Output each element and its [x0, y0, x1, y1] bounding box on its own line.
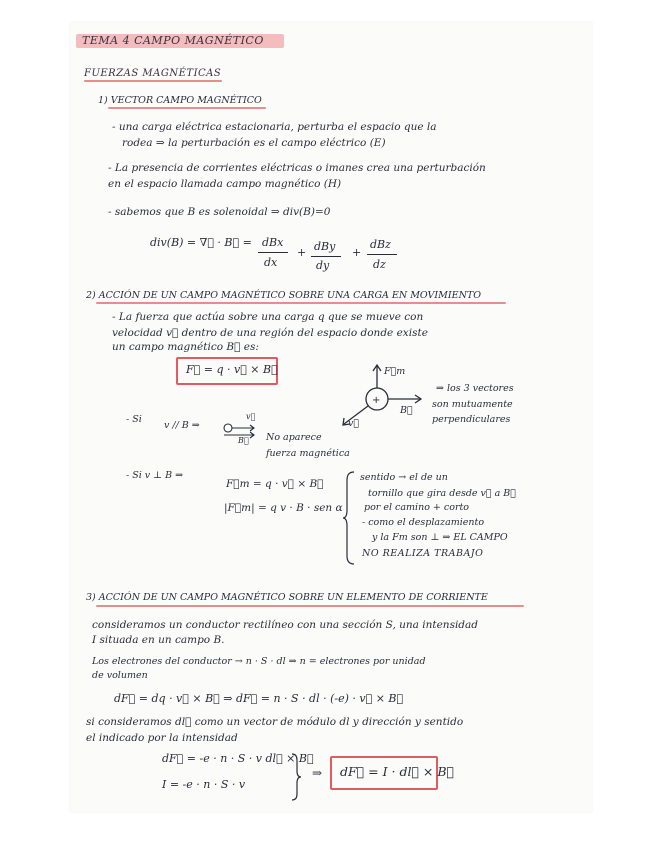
- case1-si: - Si: [126, 414, 142, 425]
- s3-line1: consideramos un conductor rectilíneo con una sección S, una intensidad: [92, 619, 479, 631]
- curly-brace: [342, 470, 356, 566]
- result-formula: dF⃗ = I · dl⃗ × B⃗: [340, 764, 455, 779]
- case1-result1: No aparece: [266, 432, 322, 443]
- s1-p1-line1: - una carga eléctrica estacionaria, perturba el espacio que la: [112, 121, 437, 133]
- s2-line3: un campo magnético B⃗ es:: [112, 341, 259, 353]
- s3-line5: si consideramos dl⃗ como un vector de módulo dl y dirección y sentido: [86, 716, 464, 728]
- frac3-den: dz: [373, 258, 386, 271]
- s3-line6: el indicado por la intensidad: [86, 732, 238, 744]
- frac3-num: dBz: [370, 238, 391, 251]
- case2-si: - Si v ⊥ B ⇒: [126, 470, 184, 481]
- case1-b: B⃗: [238, 436, 249, 445]
- note-line1: ⇒ los 3 vectores: [436, 383, 514, 394]
- s2-line1: - La fuerza que actúa sobre una carga q que se mueve con: [112, 311, 424, 323]
- s3-line3: Los electrones del conductor → n · S · dl ⇒ n = electrones por unidad: [92, 656, 426, 667]
- s1-p2-line1: - La presencia de corrientes eléctricas o imanes crea una perturbación: [108, 162, 486, 174]
- brace-line5: y la Fm son ⊥ ⇒ EL CAMPO: [372, 532, 508, 543]
- frac1-den: dx: [264, 256, 278, 269]
- div-lhs: div(B) = ∇⃗ · B⃗ =: [150, 236, 252, 249]
- brace-line3: por el camino + corto: [364, 502, 470, 513]
- label-b: B⃗: [400, 405, 413, 416]
- frac1-num: dBx: [262, 236, 284, 249]
- plus-1: +: [297, 246, 307, 259]
- page-title: TEMA 4 CAMPO MAGNÉTICO: [82, 34, 264, 47]
- note-line3: perpendiculares: [432, 414, 511, 425]
- closing-brace: [290, 752, 302, 802]
- brace-line2: tornillo que gira desde v⃗ a B⃗: [368, 488, 516, 499]
- lorentz-formula: F⃗ = q · v⃗ × B⃗: [186, 363, 278, 376]
- s3-equation1: dF⃗ = dq · v⃗ × B⃗ ⇒ dF⃗ = n · S · dl · (-e) · v⃗ × B⃗: [114, 692, 404, 705]
- frac1-bar: [258, 252, 288, 253]
- frac3-bar: [367, 254, 397, 255]
- result-arrow: ⇒: [312, 766, 323, 780]
- frac2-bar: [311, 256, 341, 257]
- s2-line2: velocidad v⃗ dentro de una región del espacio donde existe: [112, 327, 428, 339]
- s1-p3: - sabemos que B es solenoidal ⇒ div(B)=0: [108, 206, 331, 218]
- plus-2: +: [352, 246, 362, 259]
- s3-equation3: I = -e · n · S · v: [162, 778, 246, 791]
- case1-condition: v // B ⇒: [164, 420, 200, 431]
- s1-underline: [108, 107, 266, 109]
- brace-line4: - como el desplazamiento: [362, 517, 485, 528]
- frac2-num: dBy: [314, 240, 336, 253]
- s1-heading: 1) VECTOR CAMPO MAGNÉTICO: [98, 95, 262, 106]
- fm-equation: F⃗m = q · v⃗ × B⃗: [226, 478, 324, 490]
- s3-heading: 3) ACCIÓN DE UN CAMPO MAGNÉTICO SOBRE UN ELEMENTO DE CORRIENTE: [86, 592, 488, 603]
- section-underline: [84, 80, 222, 82]
- vector-diagram: [330, 362, 430, 436]
- s3-line2: I situada en un campo B.: [92, 634, 225, 646]
- label-v: v⃗: [348, 418, 360, 429]
- s1-p1-line2: rodea ⇒ la perturbación es el campo eléctrico (E): [122, 137, 386, 149]
- s1-p2-line2: en el espacio llamada campo magnético (H): [108, 178, 342, 190]
- brace-line1: sentido → el de un: [360, 472, 448, 483]
- brace-line6: NO REALIZA TRABAJO: [362, 548, 484, 559]
- note-line2: son mutuamente: [432, 399, 513, 410]
- s2-underline: [96, 302, 506, 304]
- svg-text:+: +: [372, 395, 381, 406]
- fm-modulus: |F⃗m| = q v · B · sen α: [224, 502, 343, 514]
- label-fm: F⃗m: [384, 366, 406, 377]
- s3-underline: [96, 605, 524, 607]
- section-title: FUERZAS MAGNÉTICAS: [84, 68, 222, 79]
- frac2-den: dy: [316, 259, 330, 272]
- case1-v: v⃗: [246, 412, 256, 421]
- s3-line4: de volumen: [92, 670, 148, 681]
- case1-result2: fuerza magnética: [266, 448, 350, 459]
- s2-heading: 2) ACCIÓN DE UN CAMPO MAGNÉTICO SOBRE UNA CARGA EN MOVIMIENTO: [86, 290, 482, 301]
- s3-equation2: dF⃗ = -e · n · S · v dl⃗ × B⃗: [162, 752, 314, 765]
